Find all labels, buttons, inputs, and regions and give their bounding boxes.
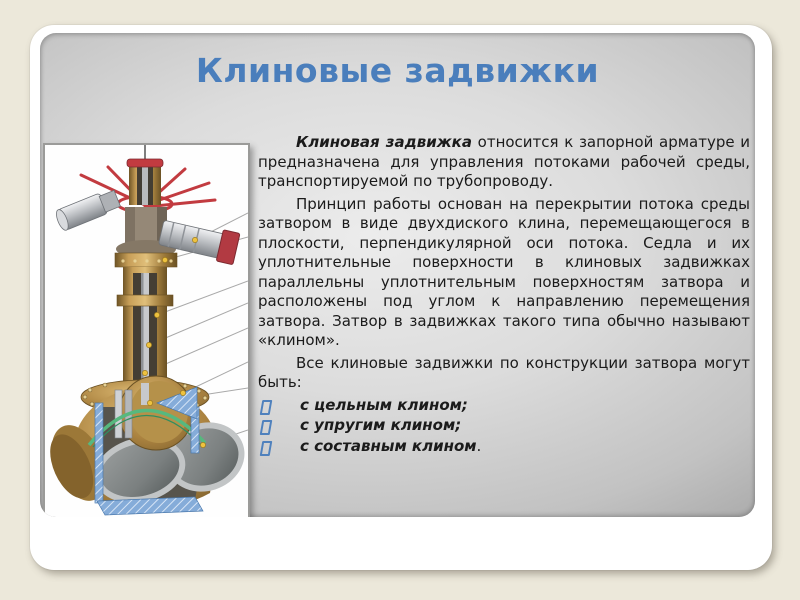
bonnet-column xyxy=(117,267,173,383)
paragraph-principle: Принцип работы основан на перекрытии потока среды затвором в виде двухдиского клина, перемещающегося в плоскости, перпендикулярной оси потока. Седла и их уплотнительные поверхности в клиновых задвижках параллельны уплотнительным поверхностям затвора и расположены под углом к направлению перемещения затвора. Затвор в задвижках такого типа обычно называют «клином». xyxy=(258,194,750,349)
paragraph-definition xyxy=(258,133,750,192)
gate-valve-illustration xyxy=(45,145,248,517)
valve-cutaway-figure xyxy=(43,143,250,517)
slide-title: Клиновые задвижки xyxy=(195,51,600,90)
stem-protection-tube xyxy=(127,159,163,205)
paragraph-definition-rest: относится к запорной арматуре и предназначена для управления потоками рабочей среды, транспортируемой по трубопроводу. xyxy=(258,133,751,190)
left-actuator-cylinder xyxy=(54,188,121,232)
list-item-label: с цельным клином; xyxy=(300,395,468,414)
slide-card xyxy=(30,25,772,570)
slide-body-text xyxy=(258,133,750,457)
list-item-label: с составным клином xyxy=(300,436,477,455)
wedge-types-list xyxy=(258,396,750,457)
list-item xyxy=(258,416,750,436)
list-item-label: с упругим клином; xyxy=(300,416,462,434)
paragraph-classification: Все клиновые задвижки по конструкции затвора могут быть: xyxy=(258,353,750,391)
hollow-square-bullet-icon xyxy=(260,400,273,415)
term-bold-italic: Клиновая задвижка xyxy=(296,133,472,151)
hollow-square-bullet-icon xyxy=(260,441,273,456)
hollow-square-bullet-icon xyxy=(260,420,273,435)
list-item xyxy=(258,396,750,416)
list-item: с составным клином. xyxy=(258,437,750,457)
slide-gray-panel xyxy=(40,33,755,517)
